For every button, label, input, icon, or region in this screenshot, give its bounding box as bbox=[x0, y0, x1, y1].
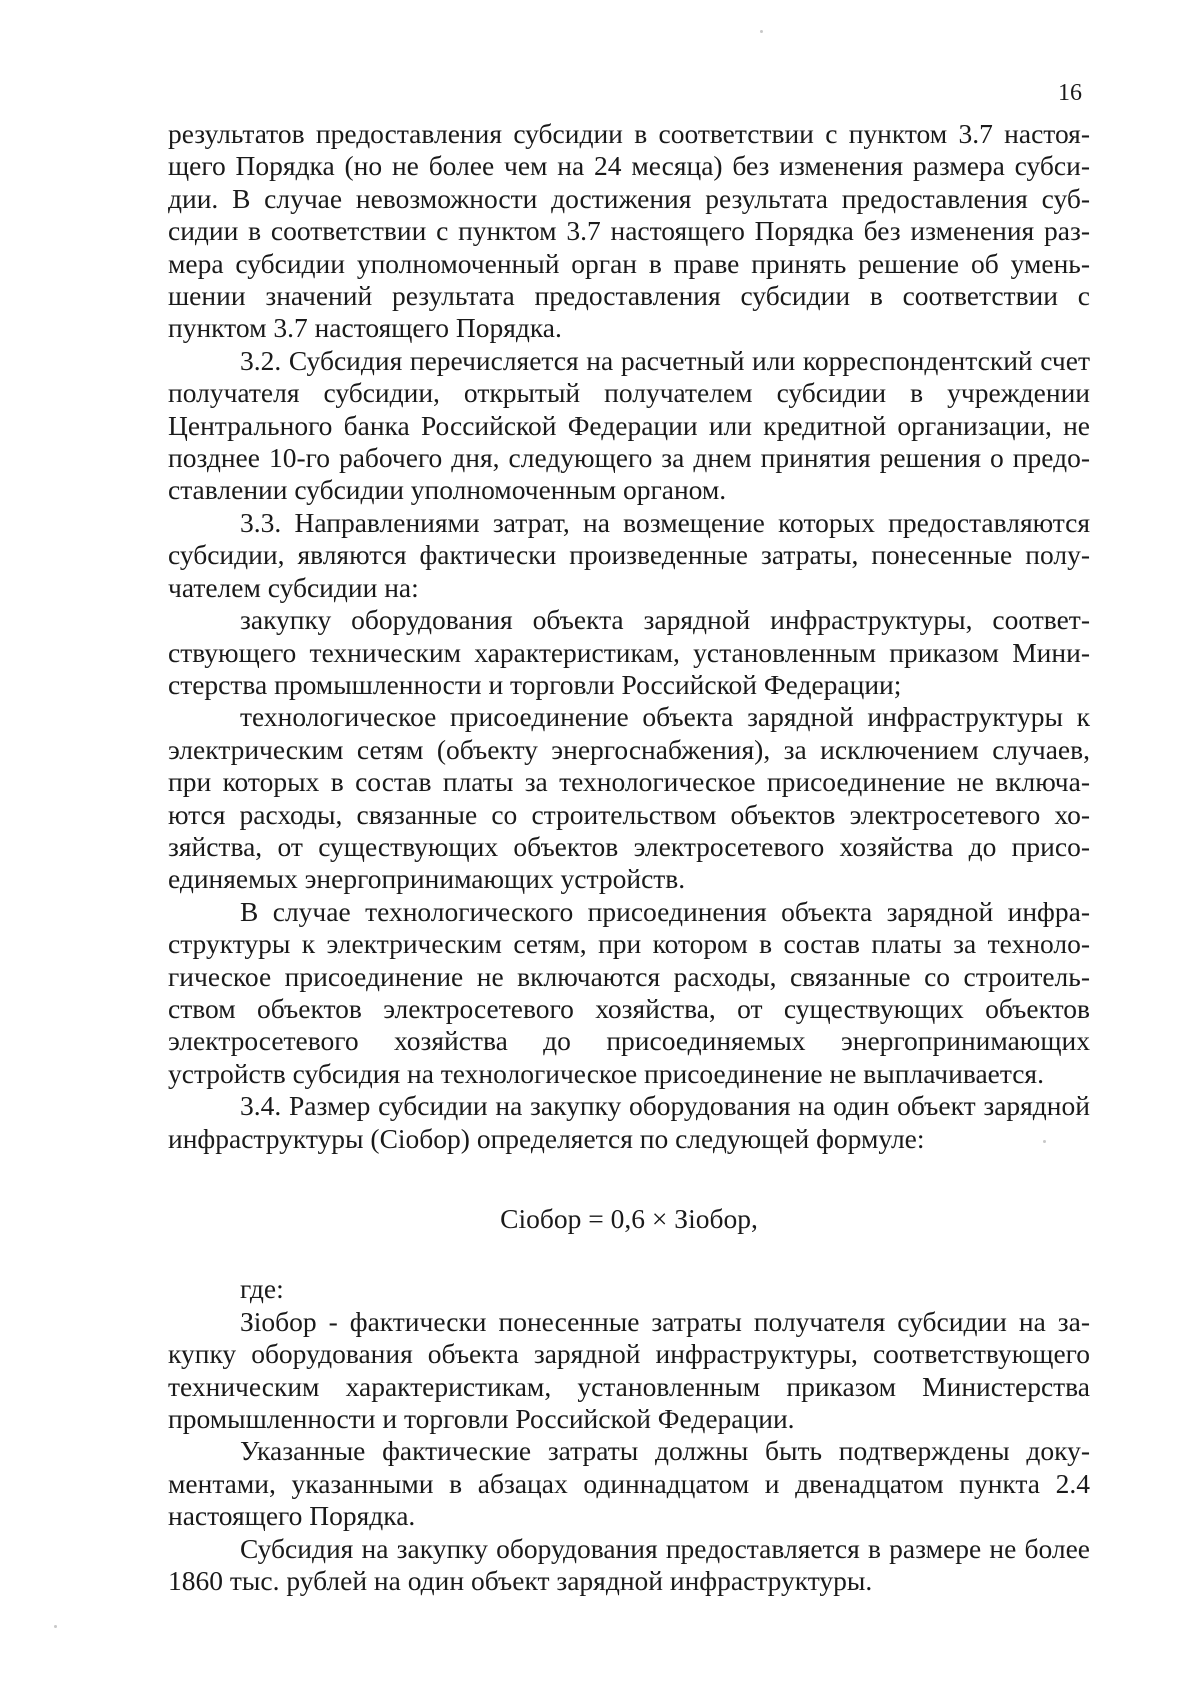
paragraph-cost-confirmation: Указанные фактические затраты должны быть подтверждены документами, указанными в абзацах одиннадцатом и двенадцатом пункта 2.4 настоящего Порядка. bbox=[168, 1435, 1090, 1532]
scan-speck bbox=[760, 30, 763, 33]
paragraph-formula-definition: Зiобор - фактически понесенные затраты получателя субсидии на закупку оборудования объекта зарядной инфраструктуры, соответствующего техническим характеристикам, установленным приказом Министерства промышленности и торговли Российской Федерации. bbox=[168, 1305, 1090, 1435]
paragraph-3-4: 3.4. Размер субсидии на закупку оборудования на один объект зарядной инфраструктуры (Сiобор) определяется по следующей формуле: bbox=[168, 1090, 1090, 1154]
document-body bbox=[168, 118, 1090, 1597]
scan-speck bbox=[54, 1625, 57, 1628]
paragraph-subsidy-limit: Субсидия на закупку оборудования предоставляется в размере не более 1860 тыс. рублей на один объект зарядной инфраструктуры. bbox=[168, 1532, 1090, 1597]
scan-speck bbox=[1043, 1140, 1046, 1143]
paragraph-grid-connection: технологическое присоединение объекта зарядной инфраструктуры к электрическим сетям (объекту энергоснабжения), за исключением случаев, при которых в состав платы за технологическое присоединение не включаются расходы, связанные со строительством объектов электросетевого хозяйства, от существующих объектов электросетевого хозяйства до присоединяемых энергопринимающих устройств. bbox=[168, 701, 1090, 895]
paragraph-continuation: результатов предоставления субсидии в соответствии с пунктом 3.7 настоящего Порядка (но не более чем на 24 месяца) без изменения размера субсидии. В случае невозможности достижения результата предоставления субсидии в соответствии с пунктом 3.7 настоящего Порядка без изменения размера субсидии уполномоченный орган в праве принять решение об уменьшении значений результата предоставления субсидии в соответствии с пунктом 3.7 настоящего Порядка. bbox=[168, 118, 1090, 344]
subsidy-formula: Сiобор = 0,6 × Зiобор, bbox=[500, 1203, 758, 1234]
page-number: 16 bbox=[1058, 80, 1082, 106]
paragraph-3-2: 3.2. Субсидия перечисляется на расчетный или корреспондентский счет получателя субсидии, открытый получателем субсидии в учреждении Центрального банка Российской Федерации или кредитной организации, не позднее 10-го рабочего дня, следующего за днем принятия решения о предоставлении субсидии уполномоченным органом. bbox=[168, 344, 1090, 506]
where-label: где: bbox=[240, 1273, 284, 1305]
paragraph-connection-exception: В случае технологического присоединения объекта зарядной инфраструктуры к электрическим сетям, при котором в состав платы за технологическое присоединение не включаются расходы, связанные со строительством объектов электросетевого хозяйства, от существующих объектов электросетевого хозяйства до присоединяемых энергопринимающих устройств субсидия на технологическое присоединение не выплачивается. bbox=[168, 895, 1090, 1089]
paragraph-equipment-purchase: закупку оборудования объекта зарядной инфраструктуры, соответствующего техническим характеристикам, установленным приказом Министерства промышленности и торговли Российской Федерации; bbox=[168, 604, 1090, 700]
paragraph-3-3: 3.3. Направлениями затрат, на возмещение которых предоставляются субсидии, являются фактически произведенные затраты, понесенные получателем субсидии на: bbox=[168, 506, 1090, 603]
